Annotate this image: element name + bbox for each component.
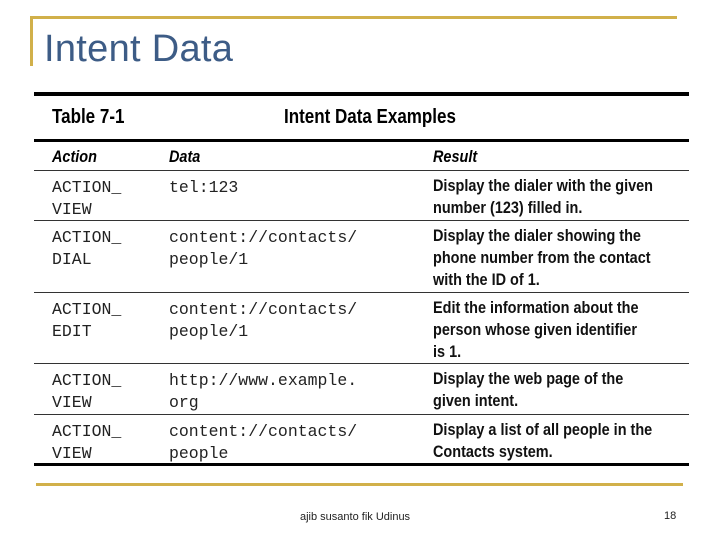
action-text: ACTION_ [52,178,122,197]
result-cell [433,368,688,412]
data-text: org [169,393,199,412]
result-cell [433,297,688,363]
table-bottom-rule [34,463,689,466]
header-action: Action [52,147,97,166]
table-row [34,221,689,292]
result-text: Display a list of all people in the [433,420,653,439]
table-row [34,293,689,363]
result-cell [433,419,688,463]
data-text: content://contacts/ [169,422,358,441]
slide-title: Intent Data [44,28,234,70]
action-text: ACTION_ [52,371,122,390]
footer-author: ajib susanto fik Udinus [300,511,411,523]
data-text: people/1 [169,250,249,269]
result-text: person whose given identifier [433,320,637,339]
result-text: is 1. [433,342,462,361]
action-text: VIEW [52,444,92,463]
data-text: tel:123 [169,178,239,197]
data-cell [169,421,357,465]
result-cell [433,225,688,291]
header-result: Result [433,147,478,166]
action-text: ACTION_ [52,228,122,247]
data-text: content://contacts/ [169,228,358,247]
table-row [34,171,689,220]
action-cell [52,177,121,221]
header-data: Data [169,147,201,166]
action-cell [52,299,121,343]
result-text: with the ID of 1. [433,270,540,289]
table-number: Table 7-1 [52,106,125,128]
data-text: content://contacts/ [169,300,358,319]
data-cell [169,299,357,343]
data-text: people [169,444,229,463]
result-text: given intent. [433,391,519,410]
top-accent-rule [31,16,677,19]
result-text: Contacts system. [433,442,553,461]
page-number: 18 [664,510,677,522]
action-text: VIEW [52,200,92,219]
action-text: ACTION_ [52,422,122,441]
table-title-row [34,96,689,139]
data-cell [169,227,357,271]
action-text: VIEW [52,393,92,412]
action-cell [52,421,121,465]
action-cell [52,227,121,271]
action-text: ACTION_ [52,300,122,319]
result-cell [433,175,688,219]
action-cell [52,370,121,414]
data-cell [169,177,238,199]
result-text: Display the web page of the [433,369,624,388]
data-text: people/1 [169,322,249,341]
data-cell [169,370,357,414]
bottom-accent-rule [36,483,683,486]
result-text: Edit the information about the [433,298,639,317]
action-text: DIAL [52,250,92,269]
table-caption: Intent Data Examples [284,106,456,128]
left-accent-rule [30,16,33,66]
table-row [34,415,689,463]
table-header-row [34,142,689,170]
result-text: number (123) filled in. [433,198,583,217]
table-row [34,364,689,414]
data-text: http://www.example. [169,371,358,390]
result-text: Display the dialer with the given [433,176,654,195]
action-text: EDIT [52,322,92,341]
result-text: phone number from the contact [433,248,651,267]
intent-data-table [34,92,689,466]
result-text: Display the dialer showing the [433,226,641,245]
